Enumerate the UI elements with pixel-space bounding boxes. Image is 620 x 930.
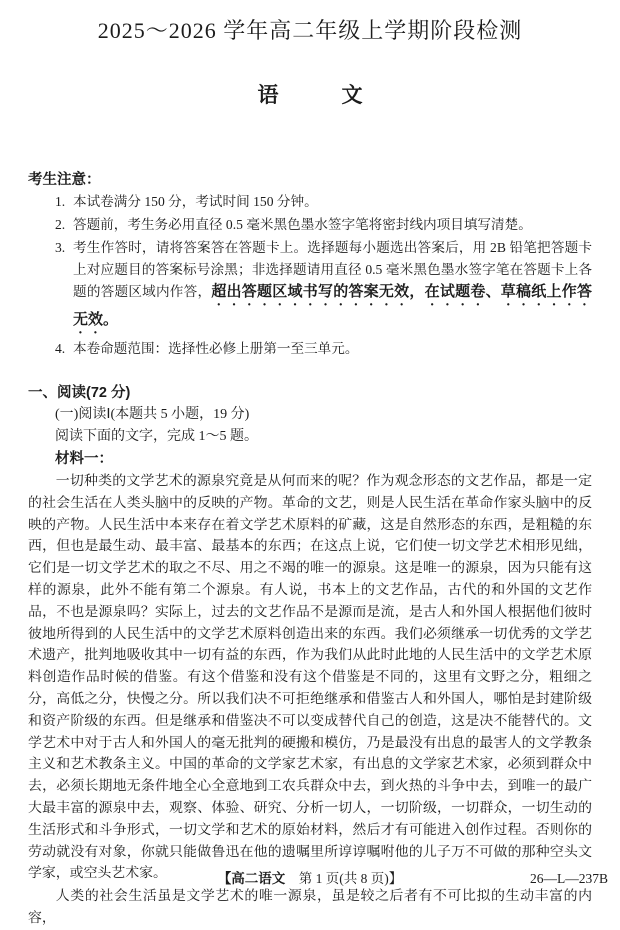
notice-item-text: [73, 240, 592, 327]
footer-paper-code: 26—L—237B: [529, 871, 608, 886]
subject-title: 语 文: [257, 84, 363, 107]
notice-item-text: 本试卷满分 150 分，考试时间 150 分钟。: [73, 194, 318, 209]
notice-item-3: [28, 237, 592, 337]
material-one-label: 材料一：: [55, 451, 113, 467]
reading-instruction: 阅读下面的文字，完成 1～5 题。: [55, 429, 258, 444]
footer-subject-label: 【高二语文: [217, 871, 286, 886]
notice-item-text: 本卷命题范围：选择性必修上册第一至三单元。: [73, 341, 359, 356]
material-one-paragraph-2: 人类的社会生活虽是文学艺术的唯一源泉，虽是较之后者有不可比拟的生动丰富的内容，: [28, 889, 592, 926]
exam-title: 2025～2026 学年高二年级上学期阶段检测: [97, 18, 523, 43]
notice-item-number: 3.: [55, 240, 66, 255]
material-one-paragraph-1: 一切种类的文学艺术的源泉究竟是从何而来的呢？作为观念形态的文艺作品，都是一定的社会生活在人类头脑中的反映的产物。革命的文艺，则是人民生活在革命作家头脑中的反映的产物。人民生活中本来存在着文学艺术原料的矿藏，这是自然形态的东西，是粗糙的东西，但也是最生动、最丰富、最基本的东西；在这点上说，它们使一切文学艺术相形见绌，它们是一切文学艺术的取之不尽、用之不竭的唯一的源泉。这是唯一的源泉，因为只能有这样的源泉，此外不能有第二个源泉。有人说，书本上的文艺作品，古代的和外国的文艺作品，不也是源泉吗？实际上，过去的文艺作品不是源而是流，是古人和外国人根据他们彼时彼地所得到的人民生活中的文学艺术原料创造出来的东西。我们必须继承一切优秀的文学艺术遗产，批判地吸收其中一切有益的东西，作为我们从此时此地的人民生活中的文学艺术原料创造作品时候的借鉴。有这个借鉴和没有这个借鉴是不同的，这里有文野之分，粗细之分，高低之分，快慢之分。所以我们决不可拒绝继承和借鉴古人和外国人，哪怕是封建阶级和资产阶级的东西。但是继承和借鉴决不可以变成替代自己的创造，这是决不能替代的。文学艺术中对于古人和外国人的毫无批判的硬搬和模仿，乃是最没有出息的最害人的文学教条主义和艺术教条主义。中国的革命的文学家艺术家，有出息的文学家艺术家，必须到群众中去，必须长期地无条件地全心全意地到工农兵群众中去，到火热的斗争中去，到唯一的最广大最丰富的源泉中去，观察、体验、研究、分析一切人，一切阶级，一切群众，一切生动的生活形式和斗争形式，一切文学和艺术的原始材料，然后才有可能进入创作过程。否则你的劳动就没有对象，你就只能做鲁迅在他的遗嘱里所谆谆嘱咐他的儿子万不可做的那种空头文学家，或空头艺术家。: [28, 474, 592, 882]
notice-heading: 考生注意：: [28, 172, 101, 188]
notice-item-2: [28, 214, 592, 236]
candidate-notice-section: [28, 170, 592, 360]
exam-paper-page: [0, 16, 620, 926]
page-footer: [0, 868, 620, 890]
notice-item-3-regular-text: 考生作答时，请将答案答在答题卡上。选择题每小题选出答案后，用 2B 铅笔把答题卡上对应题目的答案标号涂黑；非选择题请用直径 0.5 毫米黑色墨水签字笔在答题卡上各题的答题区域内作答，: [73, 240, 592, 299]
notice-item-1: [28, 191, 592, 213]
subpart-title-reading-one: (一)阅读Ⅰ(本题共 5 小题，19 分): [55, 407, 250, 422]
notice-item-4: [28, 338, 592, 360]
part-title-reading: 一、阅读(72 分): [28, 385, 131, 401]
notice-item-number: 1.: [55, 194, 66, 209]
footer-page-label: [0, 868, 620, 890]
notice-item-number: 2.: [55, 217, 66, 232]
emphasis-warning-text: 超出答题区域书写的答案无效，在试题卷、草稿纸上作答无效。: [73, 283, 592, 328]
notice-item-number: 4.: [55, 341, 66, 356]
reading-section: [28, 382, 592, 930]
footer-page-number: 第 1 页(共 8 页)】: [285, 871, 403, 886]
notice-item-text: 答题前，考生务必用直径 0.5 毫米黑色墨水签字笔将密封线内项目填写清楚。: [73, 217, 532, 232]
